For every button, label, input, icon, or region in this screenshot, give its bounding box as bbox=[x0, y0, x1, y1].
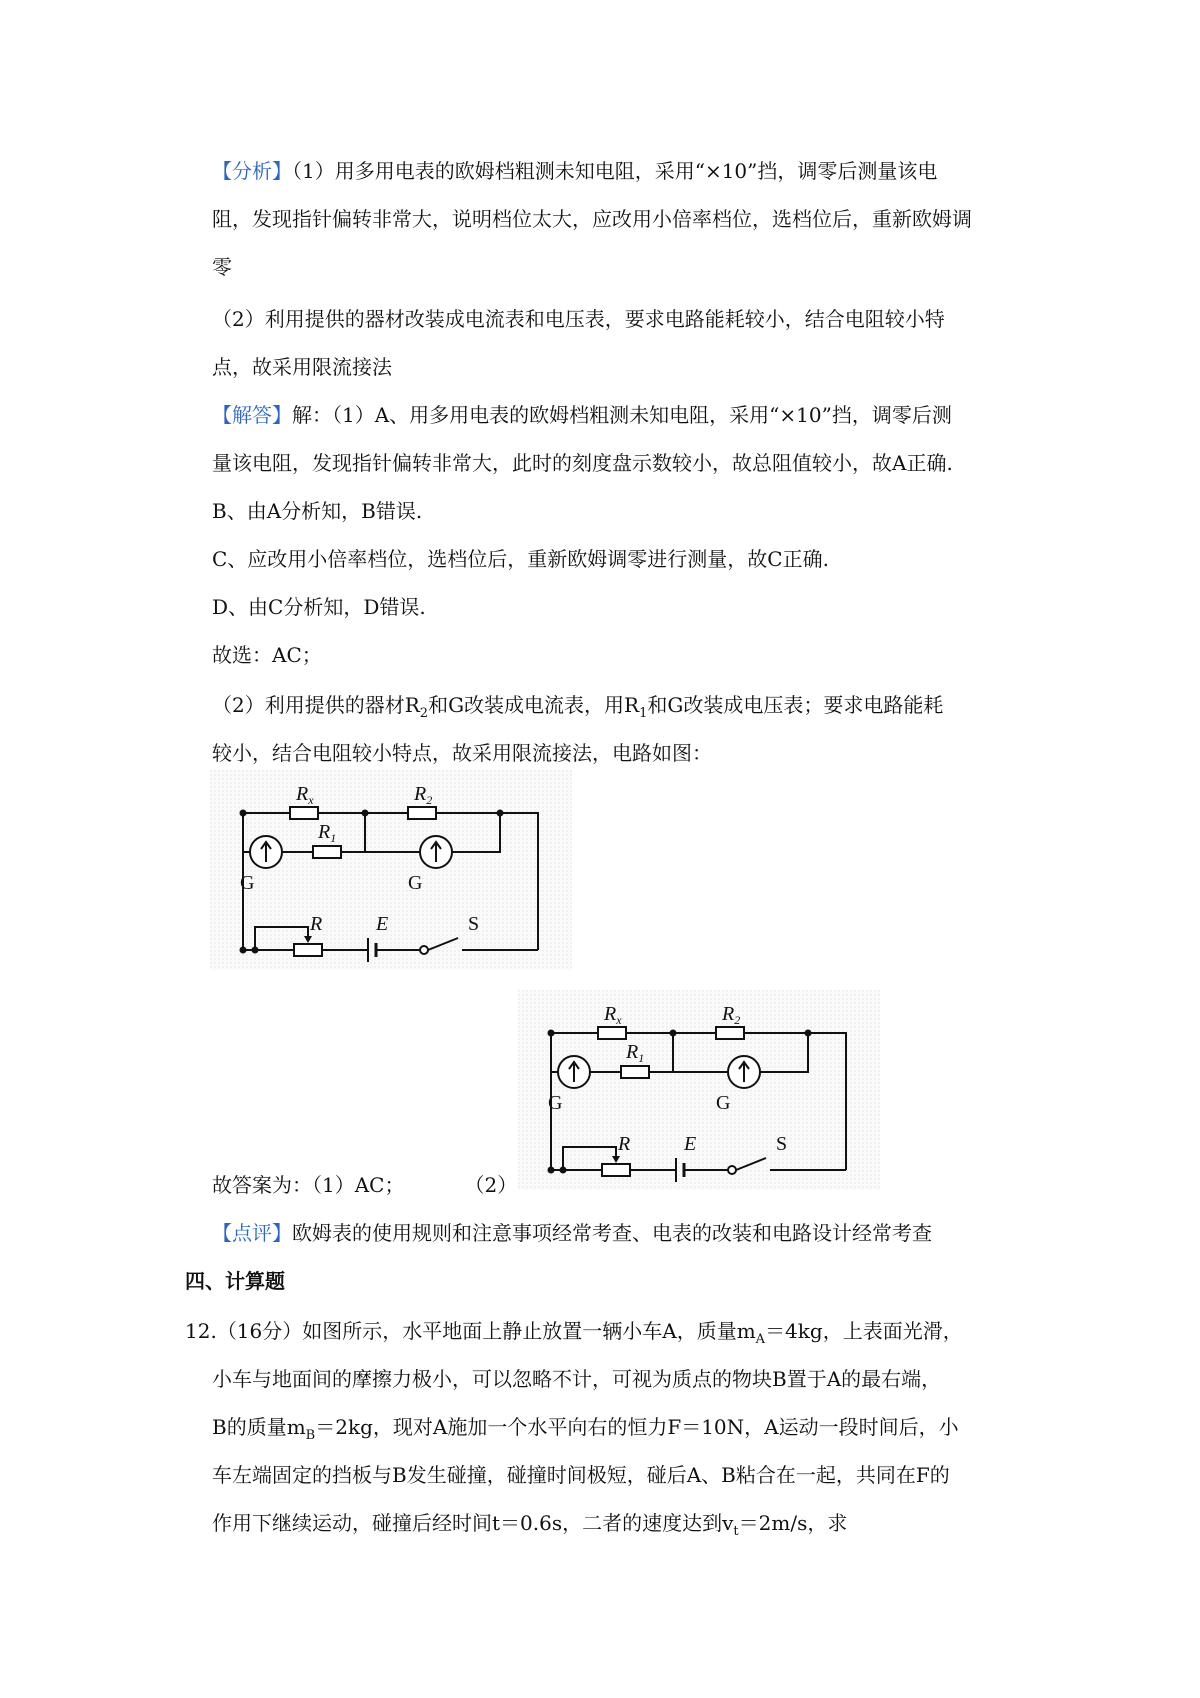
question12-line-1 bbox=[185, 1316, 963, 1346]
label-s: S bbox=[776, 1133, 788, 1155]
question12-text-3a: B的质量m bbox=[212, 1415, 306, 1439]
solution-line-3: B、由A分析知，B错误. bbox=[212, 499, 423, 523]
analysis-line-3: 零 bbox=[212, 255, 232, 279]
question12-text-5b: ＝2m/s，求 bbox=[738, 1511, 848, 1535]
solution-line-8: 较小，结合电阻较小特点，故采用限流接法，电路如图： bbox=[212, 741, 712, 765]
question12-line-5 bbox=[212, 1508, 847, 1538]
solution-part2-b-sub: 1 bbox=[639, 706, 648, 721]
question12-sub-5: t bbox=[733, 1524, 739, 1539]
solution-line-4: C、应改用小倍率档位，选档位后，重新欧姆调零进行测量，故C正确. bbox=[212, 547, 829, 571]
question12-sub-3: B bbox=[305, 1428, 316, 1443]
label-r2: $R_2$ bbox=[414, 783, 433, 807]
analysis-line-2: 阻，发现指针偏转非常大，说明档位太大，应改用小倍率档位，选档位后，重新欧姆调 bbox=[212, 207, 972, 231]
analysis-line-1 bbox=[212, 156, 937, 186]
label-r1: $R_1$ bbox=[318, 821, 337, 845]
label-r: R bbox=[310, 913, 323, 935]
label-g1: G bbox=[548, 1092, 563, 1114]
answer-text: 故答案为：（1）AC； bbox=[212, 1173, 405, 1197]
solution-part2-a-sub: 2 bbox=[419, 706, 429, 721]
label-s: S bbox=[468, 913, 480, 935]
solution-tag: 【解答】 bbox=[212, 403, 292, 427]
question12-line-2: 小车与地面间的摩擦力极小，可以忽略不计，可视为质点的物块B置于A的最右端， bbox=[212, 1367, 942, 1391]
solution-part2-c: 和G改装成电压表；要求电路能耗 bbox=[647, 693, 944, 717]
question12-line-3 bbox=[212, 1412, 959, 1442]
solution-line-1 bbox=[212, 400, 952, 430]
label-g1: G bbox=[240, 872, 255, 894]
label-e: E bbox=[684, 1133, 697, 1155]
analysis-line-4: （2）利用提供的器材改装成电流表和电压表，要求电路能耗较小，结合电阻较小特 bbox=[212, 307, 945, 331]
answer-line bbox=[212, 1170, 517, 1200]
section-heading: 四、计算题 bbox=[185, 1269, 285, 1293]
label-r1: $R_1$ bbox=[626, 1041, 645, 1065]
circuit-diagram-2 bbox=[518, 990, 880, 1190]
solution-text-1: 解：（1）A、用多用电表的欧姆档粗测未知电阻，采用“×10”挡，调零后测 bbox=[292, 403, 952, 427]
label-e: E bbox=[376, 913, 389, 935]
label-g2: G bbox=[716, 1092, 731, 1114]
comment-line bbox=[212, 1218, 932, 1248]
solution-line-5: D、由C分析知，D错误. bbox=[212, 595, 426, 619]
question12-number: 12. bbox=[185, 1319, 217, 1343]
question12-text-1a: （16分）如图所示，水平地面上静止放置一辆小车A，质量m bbox=[216, 1319, 756, 1343]
analysis-line-5: 点，故采用限流接法 bbox=[212, 355, 392, 379]
analysis-text-1: （1）用多用电表的欧姆档粗测未知电阻，采用“×10”挡，调零后测量该电 bbox=[292, 159, 938, 183]
question12-line-4: 车左端固定的挡板与B发生碰撞，碰撞时间极短，碰后A、B粘合在一起，共同在F的 bbox=[212, 1463, 950, 1487]
solution-line-7 bbox=[212, 690, 943, 720]
label-r: R bbox=[618, 1133, 631, 1155]
solution-part2-a: （2）利用提供的器材R bbox=[212, 693, 420, 717]
question12-text-5a: 作用下继续运动，碰撞后经时间t＝0.6s，二者的速度达到v bbox=[212, 1511, 734, 1535]
answer-part2: （2） bbox=[464, 1173, 518, 1197]
analysis-tag: 【分析】 bbox=[212, 159, 292, 183]
question12-sub-1: A bbox=[755, 1332, 766, 1347]
question12-text-1b: ＝4kg，上表面光滑， bbox=[765, 1319, 963, 1343]
comment-tag: 【点评】 bbox=[212, 1221, 292, 1245]
solution-line-2: 量该电阻，发现指针偏转非常大，此时的刻度盘示数较小，故总阻值较小，故A正确. bbox=[212, 451, 953, 475]
label-r2: $R_2$ bbox=[722, 1003, 741, 1027]
solution-line-6: 故选：AC； bbox=[212, 643, 322, 667]
label-rx: $R_x$ bbox=[296, 783, 314, 807]
question12-text-3b: ＝2kg，现对A施加一个水平向右的恒力F＝10N，A运动一段时间后，小 bbox=[315, 1415, 959, 1439]
label-g2: G bbox=[408, 872, 423, 894]
circuit-diagram-1 bbox=[210, 770, 572, 970]
solution-part2-b: 和G改装成电流表，用R bbox=[428, 693, 640, 717]
comment-text: 欧姆表的使用规则和注意事项经常考查、电表的改装和电路设计经常考查 bbox=[292, 1221, 932, 1245]
label-rx: $R_x$ bbox=[604, 1003, 622, 1027]
